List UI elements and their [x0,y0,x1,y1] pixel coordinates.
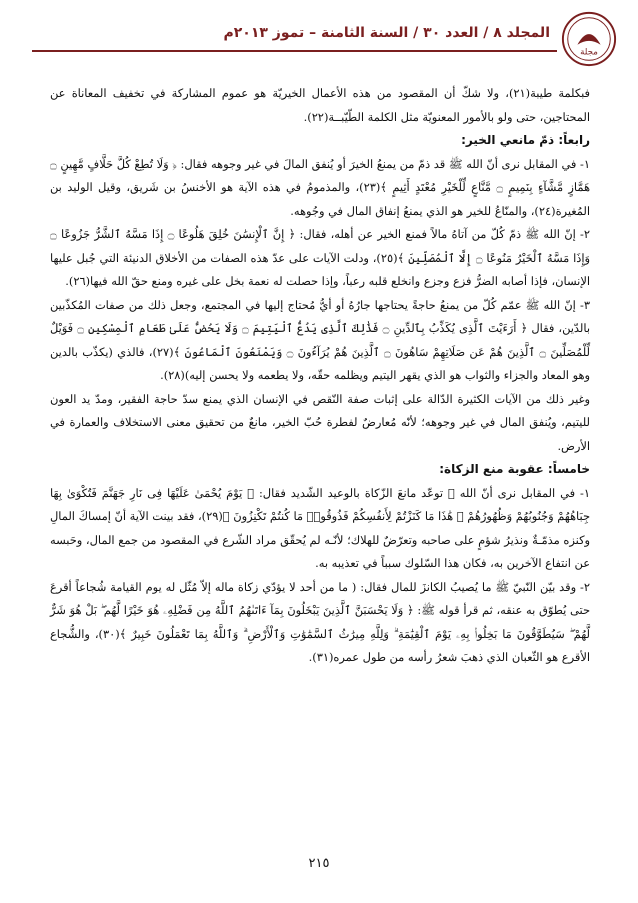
paragraph-other: وغير ذلك من الآيات الكثيرة الدّالة على إثبات صفة النّقص في الإنسان الذي يمنع سدّ حاجة الفقير، ومدّ يد العون لليتيم، ويُنفق المال في غير وجوهه؛ لأنّه مُعارضٌ لفطرة حُبّ الخير، مانعٌ من تحقيق معنى الاستخلاف والعمارة في الأرض. [50,391,590,453]
section-heading-5: خامساً: عقوبة منع الزكاة: [439,462,590,476]
list-item-5-2: ٢- وقد بيّن النّبيّ ﷺ ما يُصيبُ الكانزَ للمال فقال: ( ما من أحد لا يؤدّي زكاة ماله إلاّ مُثّل له يوم القيامة شُجاعاً أقرعَ حتى يُطوّق به عنقه، ثم قرأ قوله ﷺ: ﴿ وَلَا يَحْسَبَنَّ ٱلَّذِينَ يَبْخَلُونَ بِمَآ ءَاتَىٰهُمُ ٱللَّهُ مِن فَضْلِهِۦ هُوَ خَيْرًا لَّهُم ۖ بَلْ هُوَ شَرٌّ لَّهُمْ ۖ سَيُطَوَّقُونَ مَا بَخِلُوا۟ بِهِۦ يَوْمَ ٱلْقِيَٰمَةِ ۗ وَلِلَّهِ مِيرَٰثُ ٱلسَّمَٰوَٰتِ وَٱلْأَرْضِ ۗ وَٱللَّهُ بِمَا تَعْمَلُونَ خَبِيرٌ ﴾(٣٠)، والشُّجاع الأقرع هو الثّعبان الذي ذهبَ شعرُ رأسه من طول عمره(٣١). [50,579,590,664]
header-divider [32,50,557,52]
section-heading-4: رابعاً: ذمّ مانعي الخير: [461,133,590,147]
article-body [50,82,590,670]
list-item-2: ٢- إنّ الله ﷺ ذمّ كُلّ من آتاهُ مالاً فمنع الخير عن أهله، فقال: ﴿ إِنَّ ٱلْإِنسَٰنَ خُلِقَ هَلُوعًا ۝ إِذَا مَسَّهُ ٱلشَّرُّ جَزُوعًا ۝ وَإِذَا مَسَّهُ ٱلْخَيْرُ مَنُوعًا ۝ إِلَّا ٱلْمُصَلِّينَ ﴾(٢٥)، ودلت الآيات على عدّ هذه الصفات من الأخلاق الدنيئة التي جُبل عليها الإنسان، فإذا أصابه الضرُّ فزع وجزع وانخلع قلبه رعباً، وإذا حصلت له نعمة بخل على غيره ومنع حقّ الله فيها(٢٦). [50,227,591,288]
journal-logo-icon [560,10,618,68]
journal-header [28,18,558,48]
intro-paragraph: فبكلمة طيبة(٢١)، ولا شكّ أن المقصود من هذه الأعمال الخيريّة هو عموم المشاركة في تخفيف المعاناة عن المحتاجين، حتى ولو بالأمور المعنويّة مثل الكلمة الطّيّبــة(٢٢). [50,86,590,124]
list-item-5-1: ١- في المقابل نرى أنّ الله ﷺ توعّد مانعَ الزّكاة بالوعيد الشّديد فقال: ﴿ يَوْمَ يُحْمَىٰ عَلَيْهَا فِى نَارِ جَهَنَّمَ فَتُكْوَىٰ بِهَا جِبَاهُهُمْ وَجُنُوبُهُمْ وَظُهُورُهُمْ ۖ هَٰذَا مَا كَنَزْتُمْ لِأَنفُسِكُمْ فَذُوقُوا۟ مَا كُنتُمْ تَكْنِزُونَ ﴾(٢٩)، فقد بينت الآية أنّ إمساكَ المالِ وكنزه مذمّـةٌ ونذيرُ شؤمٍ على صاحبه وتعرّضٌ للهلاك؛ لأنّـه لم يُحقّق مراد الشّرع في المقصود من جمع المال، وحَبسه عن انتفاع الآخرين به، فكان هذا السّلوك سبباً في تعذيبه به. [50,485,591,570]
list-item-3: ٣- إنّ الله ﷺ عمّم كُلّ من يمنعُ حاجةً يحتاجها جارُهُ أو أيُّ مُحتاج إليها في المجتمع، وجعل ذلك من صفات المُكذّبين بالدّين، فقال ﴿ أَرَءَيْتَ ٱلَّذِى يُكَذِّبُ بِٱلدِّينِ ۝ فَذَٰلِكَ ٱلَّذِى يَدُعُّ ٱلْيَتِيمَ ۝ وَلَا يَحُضُّ عَلَىٰ طَعَامِ ٱلْمِسْكِينِ ۝ فَوَيْلٌ لِّلْمُصَلِّينَ ۝ ٱلَّذِينَ هُمْ عَن صَلَاتِهِمْ سَاهُونَ ۝ ٱلَّذِينَ هُمْ يُرَآءُونَ ۝ وَيَمْنَعُونَ ٱلْمَاعُونَ ﴾(٢٧)، فالذي (يكذّب بالدين وهو المعاد والجزاء والثواب هو الذي يقهر اليتيم ويظلمه حقّه، ولا يطعمه ولا يحسن إليه)(٢٨). [50,297,591,382]
page-number: ٢١٥ [308,856,330,871]
journal-issue-title: المجلد ٨ / العدد ٣٠ / السنة الثامنة – تموز ٢٠١٣م [223,25,550,41]
list-item-1: ١- في المقابل نرى أنّ الله ﷺ قد ذمّ من يمنعُ الخيرَ أو يُنفق المالَ في غير وجوهه فقال: ﴿ وَلَا تُطِعْ كُلَّ حَلَّافٍ مَّهِينٍ ۝ هَمَّازٍ مَّشَّآءٍ بِنَمِيمٍ ۝ مَّنَّاعٍ لِّلْخَيْرِ مُعْتَدٍ أَثِيمٍ ﴾(٢٣)، والمذمومُ في هذه الآية هو الأخنسُ بن شَريق، وقيل الوليد بن المُغيرة(٢٤)، والمنّاعُ للخير هو الذي يمنعُ إنفاق المال في وجُوهه. [50,156,590,218]
svg-text:مجلة: مجلة [580,47,598,58]
